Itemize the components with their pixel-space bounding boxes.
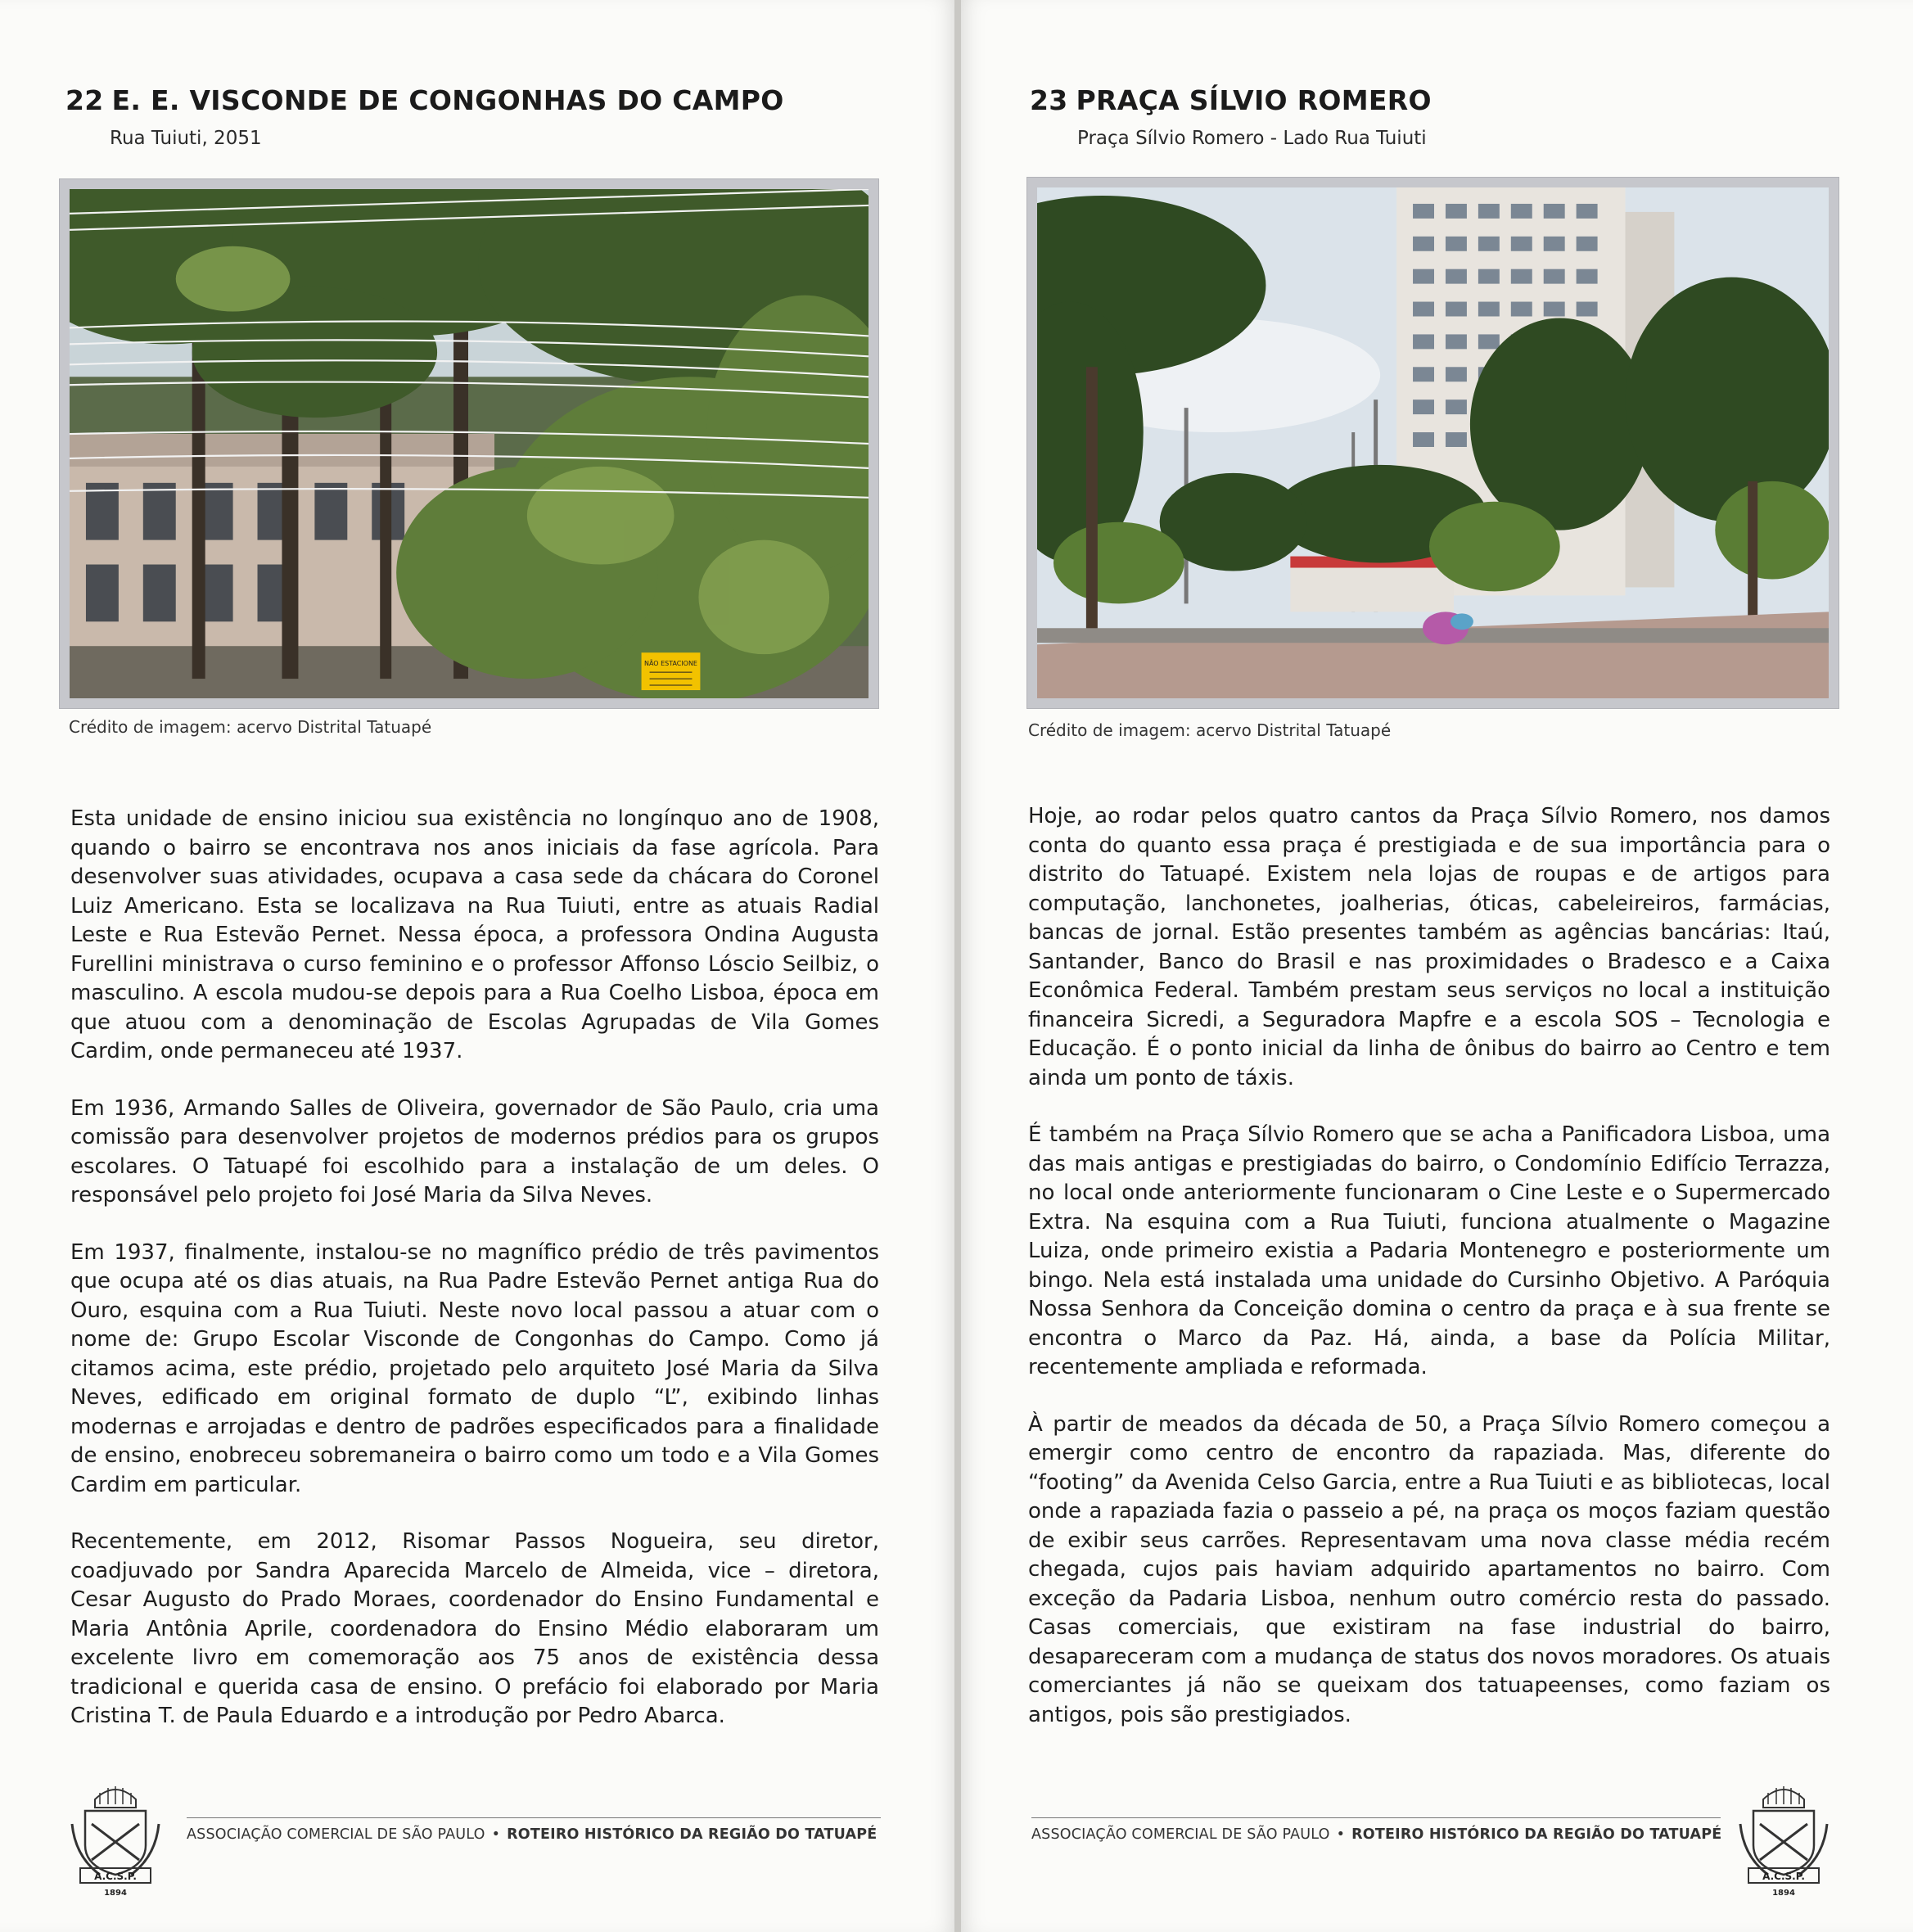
right-page-image-credit: Crédito de imagem: acervo Distrital Tatuapé	[1028, 720, 1392, 740]
acsp-emblem-icon	[67, 1775, 164, 1898]
school-photo-image	[70, 189, 869, 698]
right-footer-rule	[1031, 1817, 1721, 1818]
left-footer	[187, 1826, 877, 1843]
left-footer-rule	[187, 1817, 881, 1818]
right-footer-organization: ASSOCIAÇÃO COMERCIAL DE SÃO PAULO	[1031, 1826, 1330, 1843]
right-footer	[1031, 1826, 1721, 1843]
left-paragraph-3: Em 1937, finalmente, instalou-se no magnífico prédio de três pavimentos que ocupa até os dias atuais, na Rua Padre Estevão Pernet antiga Rua do Ouro, esquina com a Rua Tuiuti. Neste novo local passou a atuar com o nome de: Grupo Escolar Visconde de Congonhas do Campo. Como já citamos acima, este prédio, projetado pelo arquiteto José Maria da Silva Neves, edificado em original formato de duplo “L”, exibindo linhas modernas e arrojadas e dentro de padrões especificados para a finalidade de ensino, enobreceu sobremaneira o bairro como um todo e a Vila Gomes Cardim em particular.	[70, 1239, 879, 1497]
left-page-image-credit: Crédito de imagem: acervo Distrital Tatuapé	[69, 717, 432, 737]
left-page-address: Rua Tuiuti, 2051	[110, 128, 262, 149]
left-page-title: E. E. VISCONDE DE CONGONHAS DO CAMPO	[111, 84, 784, 116]
right-footer-series: ROTEIRO HISTÓRICO DA REGIÃO DO TATUAPÉ	[1351, 1826, 1722, 1843]
left-footer-separator: •	[491, 1826, 501, 1843]
emblem-year: 1894	[1772, 1889, 1795, 1898]
right-paragraph-1: Hoje, ao rodar pelos quatro cantos da Praça Sílvio Romero, nos damos conta do quanto essa praça é prestigiada e de sua importância para o distrito do Tatuapé. Existem nela lojas de roupas e de artigos para computação, lanchonetes, joalherias, óticas, cabeleireiros, farmácias, bancas de jornal. Estão presentes também as agências bancárias: Itaú, Santander, Banco do Brasil e nas proximidades o Bradesco e a Caixa Econômica Federal. Também prestam seus serviços no local a instituição financeira Sicredi, a Seguradora Mapfre e a escola SOS – Tecnologia e Educação. É o ponto inicial da linha de ônibus do bairro ao Centro e tem ainda um ponto de táxis.	[1028, 804, 1830, 1090]
right-page	[961, 0, 1913, 1932]
praca-photo	[1026, 177, 1839, 709]
right-footer-separator: •	[1336, 1826, 1346, 1843]
right-paragraph-2: É também na Praça Sílvio Romero que se acha a Panificadora Lisboa, uma das mais antigas e prestigiadas do bairro, o Condomínio Edifício Terrazza, no local onde anteriormente funcionaram o Cine Leste e o Supermercado Extra. Na esquina com a Rua Tuiuti, funciona atualmente o Magazine Luiza, onde primeiro existia a Padaria Montenegro e posteriormente um bingo. Nela está instalada uma unidade do Cursinho Objetivo. A Paróquia Nossa Senhora da Conceição domina o centro da praça e à sua frente se encontra o Marco da Paz. Há, ainda, a base da Polícia Militar, recentemente ampliada e reformada.	[1028, 1122, 1830, 1379]
left-paragraph-2: Em 1936, Armando Salles de Oliveira, governador de São Paulo, cria uma comissão para desenvolver projetos de modernos prédios para os grupos escolares. O Tatuapé foi escolhido para a instalação de um deles. O responsável pelo projeto foi José Maria da Silva Neves.	[70, 1095, 879, 1208]
right-page-number: 23	[1030, 84, 1068, 116]
emblem-year: 1894	[104, 1889, 127, 1898]
left-paragraph-1: Esta unidade de ensino iniciou sua existência no longínquo ano de 1908, quando o bairro se encontrava nos anos iniciais da fase agrícola. Para desenvolver suas atividades, ocupava a casa sede da chácara do Coronel Luiz Americano. Esta se localizava na Rua Tuiuti, entre as atuais Radial Leste e Rua Estevão Pernet. Nessa época, a professora Ondina Augusta Furellini ministrava o curso feminino e o professor Affonso Lóscio Seilbiz, o masculino. A escola mudou-se depois para a Rua Coelho Lisboa, época em que atuou com a denominação de Escolas Agrupadas de Vila Gomes Cardim, onde permaneceu até 1937.	[70, 806, 879, 1063]
left-page-body	[70, 805, 879, 1759]
acsp-emblem-icon	[1735, 1775, 1832, 1898]
right-page-title: PRAÇA SÍLVIO ROMERO	[1076, 84, 1432, 116]
no-parking-sign-text: NÃO ESTACIONE	[644, 660, 697, 668]
school-photo	[59, 178, 879, 709]
left-paragraph-4: Recentemente, em 2012, Risomar Passos Nogueira, seu diretor, coadjuvado por Sandra Aparecida Marcelo de Almeida, vice – diretora, Cesar Augusto do Prado Moraes, coordenador do Ensino Fundamental e Maria Antônia Aprile, coordenadora do Ensino Médio elaboraram um excelente livro em comemoração aos 75 anos de existência dessa tradicional e querida casa de ensino. O prefácio foi elaborado por Maria Cristina T. de Paula Eduardo e a introdução por Pedro Abarca.	[70, 1529, 879, 1728]
emblem-initials: A.C.S.P.	[1762, 1871, 1805, 1882]
praca-photo-image	[1037, 187, 1829, 698]
right-page-body	[1028, 802, 1830, 1758]
right-paragraph-3: À partir de meados da década de 50, a Praça Sílvio Romero começou a emergir como centro de encontro da rapaziada. Mas, diferente do “footing” da Avenida Celso Garcia, entre a Rua Tuiuti e as bibliotecas, local onde a rapaziada fazia o passeio a pé, na praça os moços faziam questão de exibir seus carrões. Representavam uma nova classe média recém chegada, cujos pais haviam adquirido apartamentos no bairro. Com exceção da Padaria Lisboa, nenhum outro comércio resta do passado. Casas comerciais, que existiram na fase industrial do bairro, desapareceram com a mudança de status dos novos moradores. Os atuais comerciantes já não se queixam dos tatuapeenses, como faziam os antigos, pois são prestigiados.	[1028, 1411, 1830, 1727]
left-page-number: 22	[65, 84, 104, 116]
right-page-heading	[1030, 84, 1432, 116]
left-page-heading	[65, 84, 784, 116]
right-page-address: Praça Sílvio Romero - Lado Rua Tuiuti	[1077, 128, 1427, 149]
book-gutter	[954, 0, 961, 1932]
left-footer-organization: ASSOCIAÇÃO COMERCIAL DE SÃO PAULO	[187, 1826, 485, 1843]
left-footer-series: ROTEIRO HISTÓRICO DA REGIÃO DO TATUAPÉ	[507, 1826, 878, 1843]
left-page	[0, 0, 954, 1932]
emblem-initials: A.C.S.P.	[94, 1871, 137, 1882]
